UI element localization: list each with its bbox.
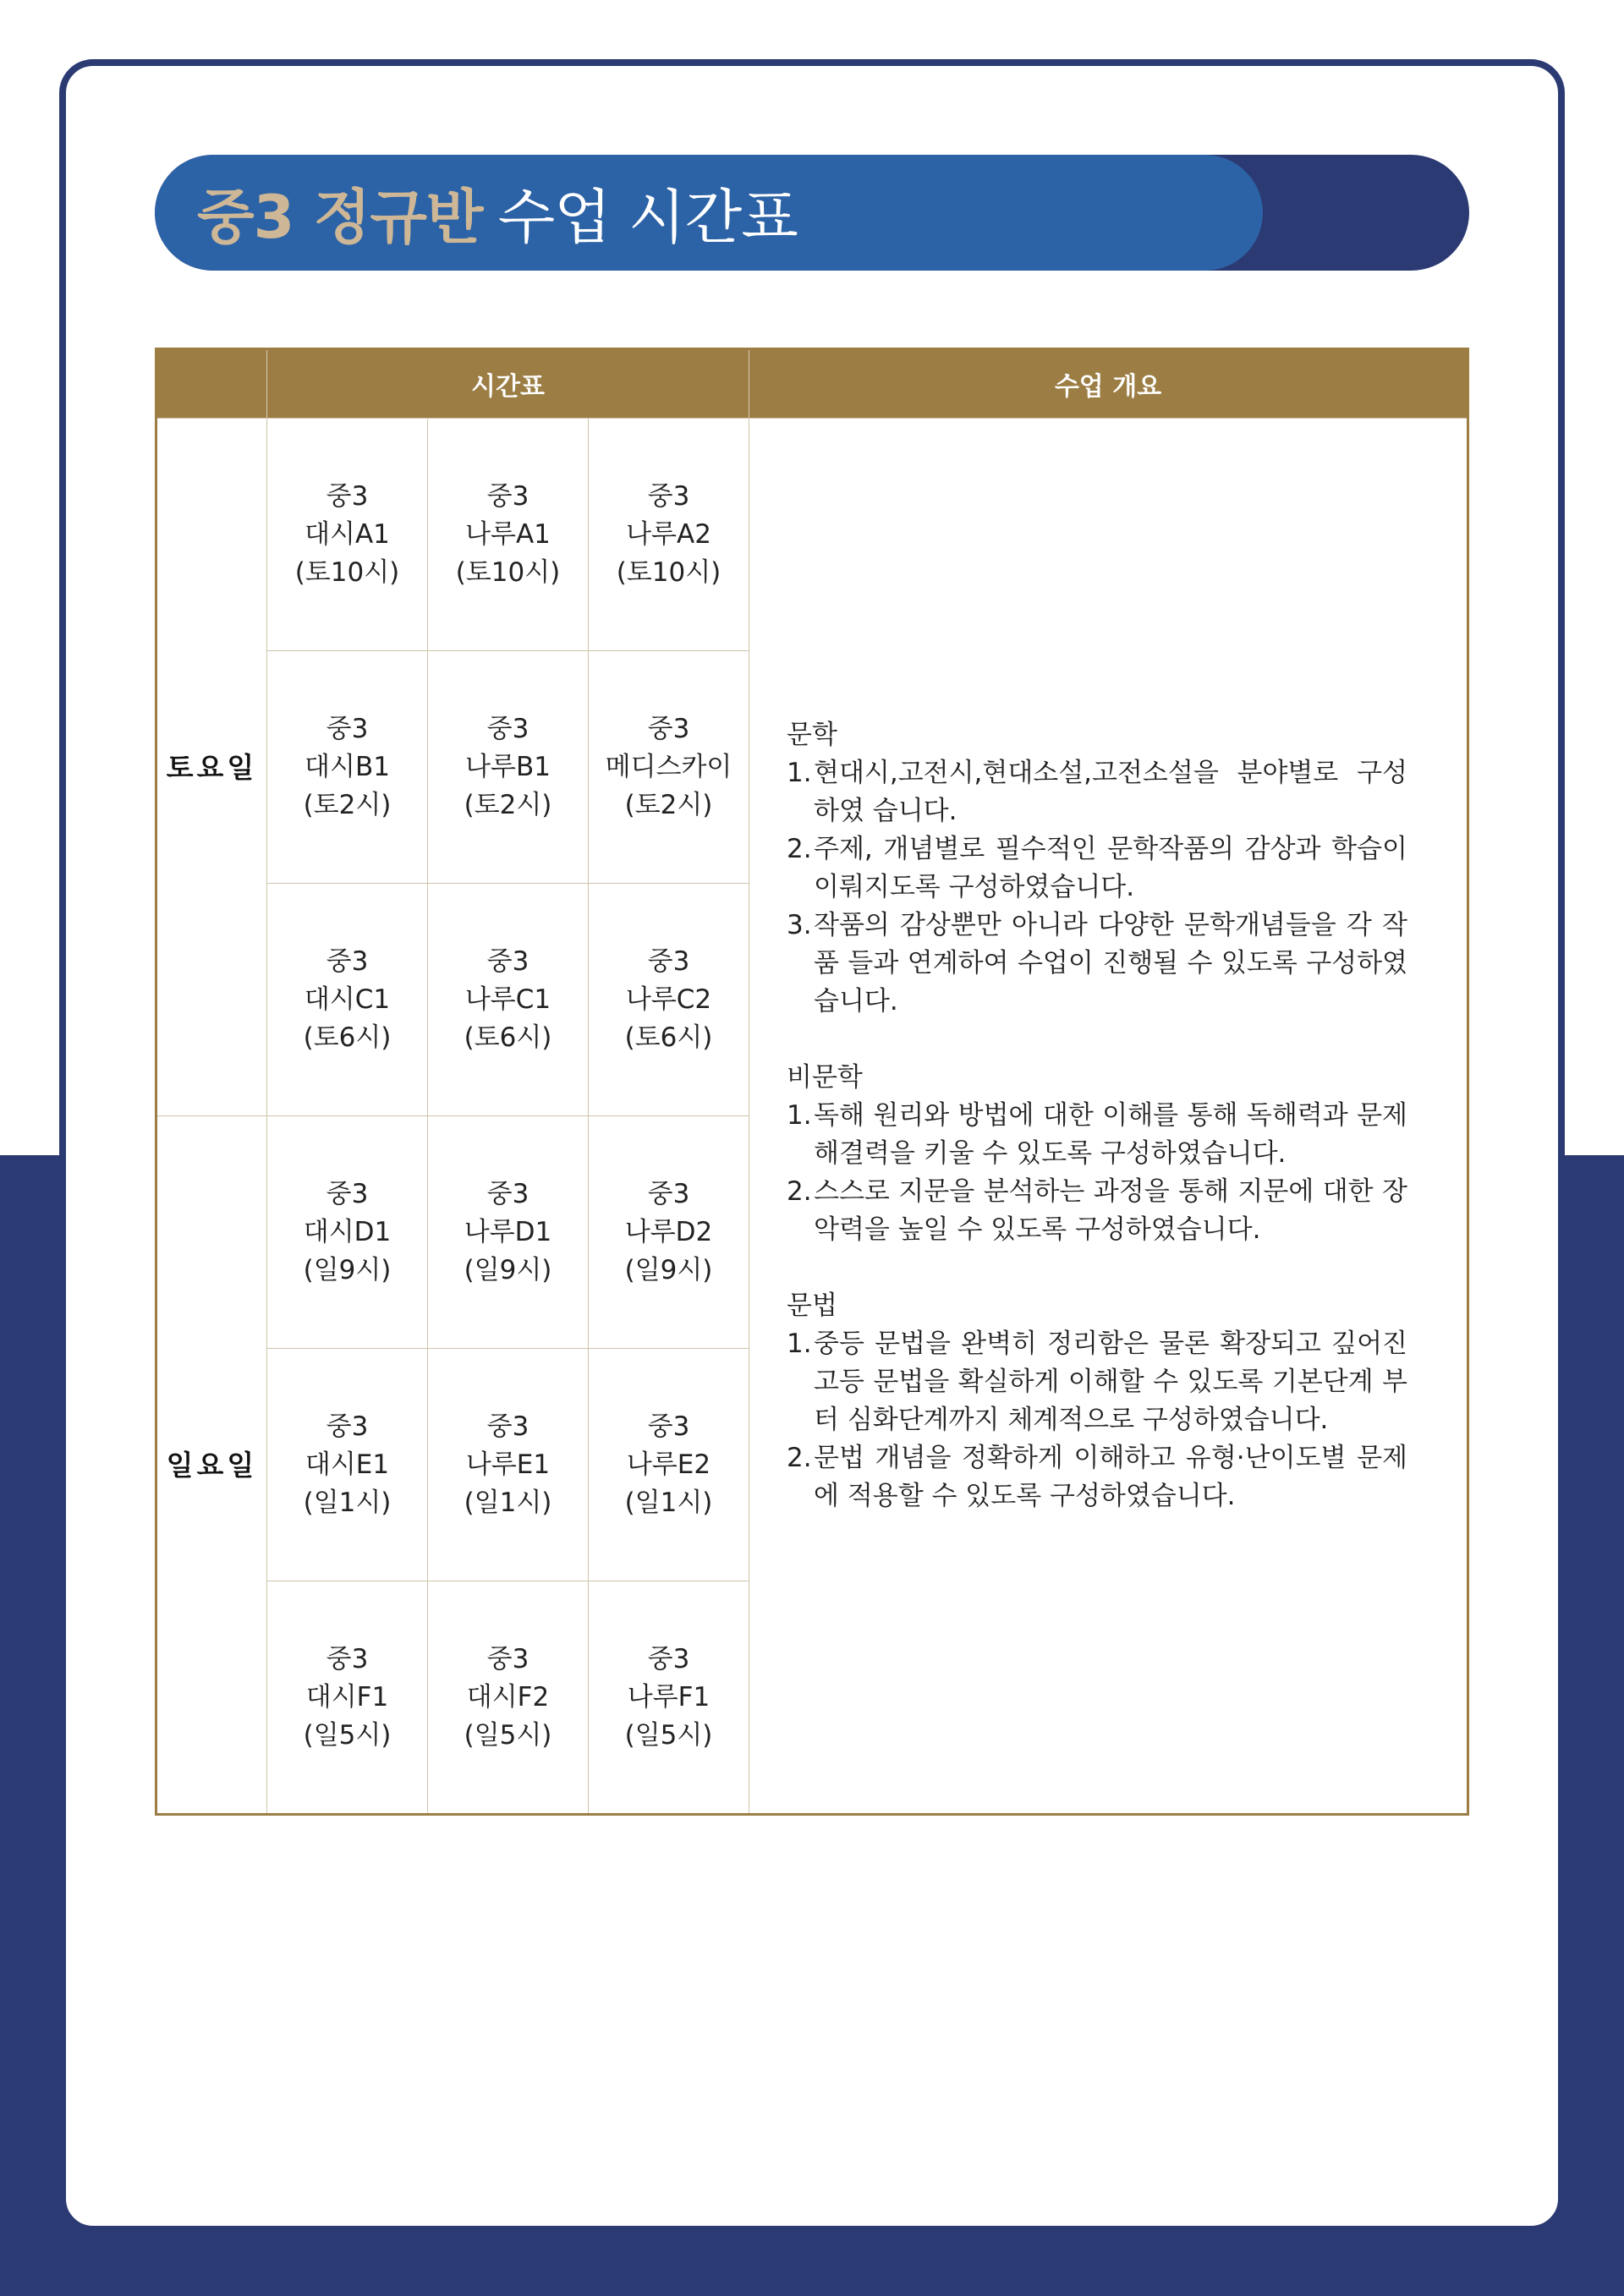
section-title: 문법 [787,1290,837,1321]
header-overview: 수업 개요 [749,349,1468,419]
class-slot: 중3 나루D2 (일9시) [589,1116,749,1349]
class-slot: 중3 나루E2 (일1시) [589,1349,749,1581]
page-title: 수업 시간표 [497,183,798,252]
class-slot: 중3 대시F1 (일5시) [267,1581,428,1815]
list-item: 2. 주제, 개념별로 필수적인 문학작품의 감상과 학습이 이뤄지도록 구성하였습니다. [787,834,1407,902]
list-item: 1. 중등 문법을 완벽히 정리함은 물론 확장되고 깊어진 고등 문법을 확실하게 이해할 수 있도록 기본단계 부터 심화단계까지 체계적으로 구성하였습니다. [787,1329,1407,1435]
schedule-table [155,348,1469,1816]
overview-section-literature [787,716,1407,1021]
class-slot: 중3 대시F2 (일5시) [428,1581,589,1815]
class-slot: 중3 나루A2 (토10시) [589,419,749,651]
title-banner [155,155,1469,271]
class-slot: 중3 대시C1 (토6시) [267,884,428,1116]
table-row [156,419,1468,651]
class-slot: 중3 나루B1 (토2시) [428,651,589,884]
list-item: 1. 독해 원리와 방법에 대한 이해를 통해 독해력과 문제 해결력을 키울 수 있도록 구성하였습니다. [787,1100,1407,1169]
class-slot: 중3 대시D1 (일9시) [267,1116,428,1349]
class-slot: 중3 나루E1 (일1시) [428,1349,589,1581]
list-item: 2. 문법 개념을 정확하게 이해하고 유형·난이도별 문제에 적용할 수 있도록 구성하였습니다. [787,1443,1407,1511]
list-item: 1. 현대시,고전시,현대소설,고전소설을 분야별로 구성하였 습니다. [787,758,1407,826]
header-row [156,349,1468,419]
class-slot: 중3 나루A1 (토10시) [428,419,589,651]
class-slot: 중3 대시E1 (일1시) [267,1349,428,1581]
section-title: 비문학 [787,1062,863,1093]
overview-section-grammar [787,1287,1407,1515]
day-saturday: 토요일 [156,419,267,1116]
class-slot: 중3 메디스카이 (토2시) [589,651,749,884]
day-sunday: 일요일 [156,1116,267,1815]
overview-section-nonliterature [787,1059,1407,1249]
section-title: 문학 [787,720,837,750]
list-item: 3. 작품의 감상뿐만 아니라 다양한 문학개념들을 각 작품 들과 연계하여 수업이 진행될 수 있도록 구성하였습니다. [787,910,1407,1016]
class-slot: 중3 나루D1 (일9시) [428,1116,589,1349]
header-schedule: 시간표 [267,349,749,419]
class-slot: 중3 나루F1 (일5시) [589,1581,749,1815]
title-banner-inner [155,155,1263,271]
class-slot: 중3 대시A1 (토10시) [267,419,428,651]
header-day [156,349,267,419]
class-slot: 중3 나루C1 (토6시) [428,884,589,1116]
class-slot: 중3 대시B1 (토2시) [267,651,428,884]
class-slot: 중3 나루C2 (토6시) [589,884,749,1116]
title-accent: 중3 정규반 [197,183,483,252]
list-item: 2. 스스로 지문을 분석하는 과정을 통해 지문에 대한 장악력을 높일 수 있도록 구성하였습니다. [787,1176,1407,1245]
course-overview [749,419,1468,1815]
